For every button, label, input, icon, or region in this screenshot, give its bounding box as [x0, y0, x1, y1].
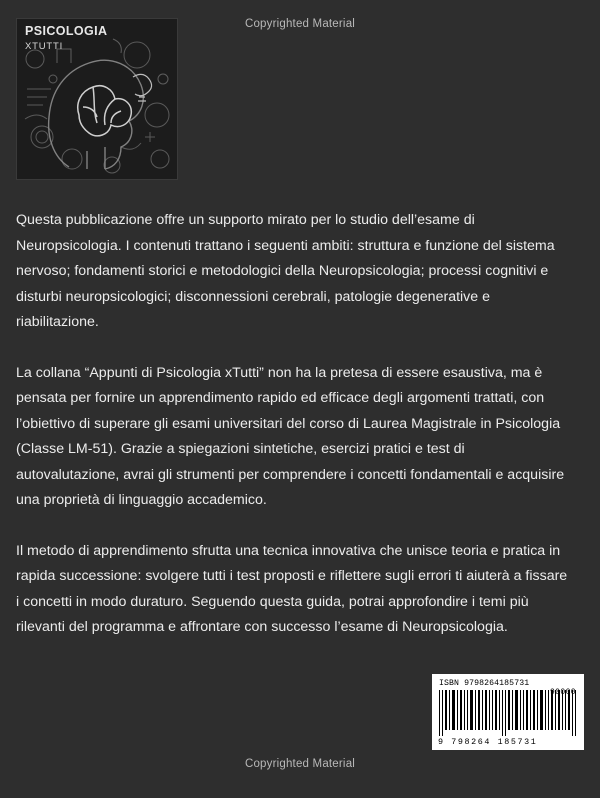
back-cover-blurb — [16, 208, 568, 666]
price-code: 90000 — [549, 688, 576, 697]
copyright-notice-bottom: Copyrighted Material — [244, 758, 356, 770]
copyright-notice-top: Copyrighted Material — [244, 18, 356, 30]
logo-title: PSICOLOGIA — [25, 24, 108, 38]
barcode-digits: 9 798264 185731 — [438, 737, 538, 747]
isbn-label: ISBN 9798264185731 — [439, 679, 530, 688]
isbn-barcode — [432, 674, 584, 750]
logo-subtitle: XTUTTI — [25, 41, 64, 52]
blurb-paragraph-3: Il metodo di apprendimento sfrutta una tecnica innovativa che unisce teoria e pratica in rapida successione: svolgere tutti i test proposti e riflettere sugli errori ti aiuterà a fissare i concetti in modo duraturo. Seguendo questa guida, potrai approfondire i temi più rilevanti del programma e affrontare con successo l’esame di Neuropsicologia. — [16, 542, 568, 635]
blurb-paragraph-2: La collana “Appunti di Psicologia xTutti” non ha la pretesa di essere esaustiva, ma è pensata per fornire un apprendimento rapido ed efficace degli argomenti trattati, con l’obiettivo di superare gli esami universitari del corso di Laurea Magistrale in Psicologia (Classe LM-51). Grazie a spiegazioni sintetiche, esercizi pratici e test di autovalutazione, avrai gli strumenti per comprendere i concetti fondamentali e acquisire una proprietà di linguaggio accademico. — [16, 364, 565, 508]
blurb-paragraph-1: Questa pubblicazione offre un supporto mirato per lo studio dell’esame di Neuropsicologia. I contenuti trattano i seguenti ambiti: struttura e funzione del sistema nervoso; fondamenti storici e metodologici della Neuropsicologia; processi cognitivi e disturbi neuropsicologici; disconnessioni cerebrali, patologie degenerative e riabilitazione. — [16, 212, 555, 330]
series-logo — [16, 18, 178, 180]
